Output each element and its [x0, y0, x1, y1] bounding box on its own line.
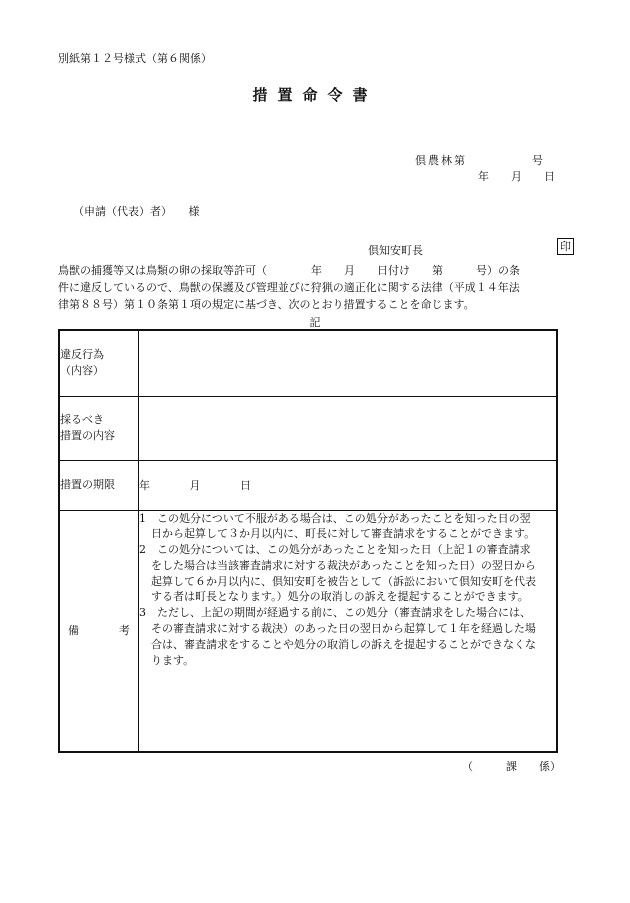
intro-line: 件に違反しているので、鳥獣の保護及び管理並びに狩猟の適正化に関する法律（平成１４年法 [58, 281, 520, 294]
violation-label: 違反行為 （内容） [59, 330, 139, 396]
measure-label: 採るべき 措置の内容 [59, 396, 139, 460]
document-number: 倶農林第 号 [415, 154, 545, 167]
remarks-row [59, 510, 557, 752]
intro-text [58, 262, 578, 313]
note-line: をした場合は当該審査請求に対する裁決があったことを知った日）の翌日から [151, 558, 536, 572]
note-line: その審査請求に対する裁決）のあった日の翌日から起算して１年を経過した場 [151, 622, 536, 636]
remarks-label: 備 考 [59, 510, 139, 752]
note-line: ります。 [151, 653, 195, 667]
deadline-row [59, 460, 557, 510]
order-table [58, 329, 558, 753]
remarks-notes [139, 510, 558, 752]
note-line: 日から起算して３か月以内に、町長に対して審査請求をすることができます。 [151, 527, 536, 541]
document-title: 措置命令書 [252, 86, 378, 104]
department-footer: （ 課 係） [462, 760, 561, 773]
deadline-label: 措置の期限 [59, 460, 139, 510]
note-line: 1 この処分について不服がある場合は、この処分があったことを知った日の翌 [139, 511, 531, 525]
measure-value[interactable] [139, 396, 558, 460]
form-number: 別紙第１２号様式（第６関係） [58, 52, 212, 65]
note-line: する者は町長となります。）処分の取消しの訴えを提起することができます。 [151, 590, 529, 604]
issuer-name: 倶知安町長 [368, 244, 423, 257]
seal-box: 印 [557, 238, 574, 255]
measure-row [59, 396, 557, 460]
note-line: 合は、審査請求をすることや処分の取消しの訴えを提起することができなくな [151, 637, 536, 651]
applicant-line: （申請（代表）者） 様 [73, 205, 200, 218]
violation-row [59, 330, 557, 396]
note-line: 2 この処分については、この処分があったことを知った日（上記１の審査請求 [139, 543, 531, 557]
deadline-value[interactable]: 年 月 日 [139, 460, 558, 510]
intro-line: 律第８８号）第１０条第１項の規定に基づき、次のとおり措置することを命じます。 [58, 298, 475, 311]
intro-line: 鳥獣の捕獲等又は鳥類の卵の採取等許可（ 年 月 日付け 第 号）の条 [58, 264, 520, 277]
note-line: 起算して６か月以内に、倶知安町を被告として（訴訟において倶知安町を代表 [151, 574, 536, 588]
violation-value[interactable] [139, 330, 558, 396]
note-line: 3 ただし、上記の期間が経過する前に、この処分（審査請求をした場合には、 [139, 606, 531, 620]
document-date: 年 月 日 [478, 170, 555, 183]
ki-heading: 記 [309, 316, 321, 329]
